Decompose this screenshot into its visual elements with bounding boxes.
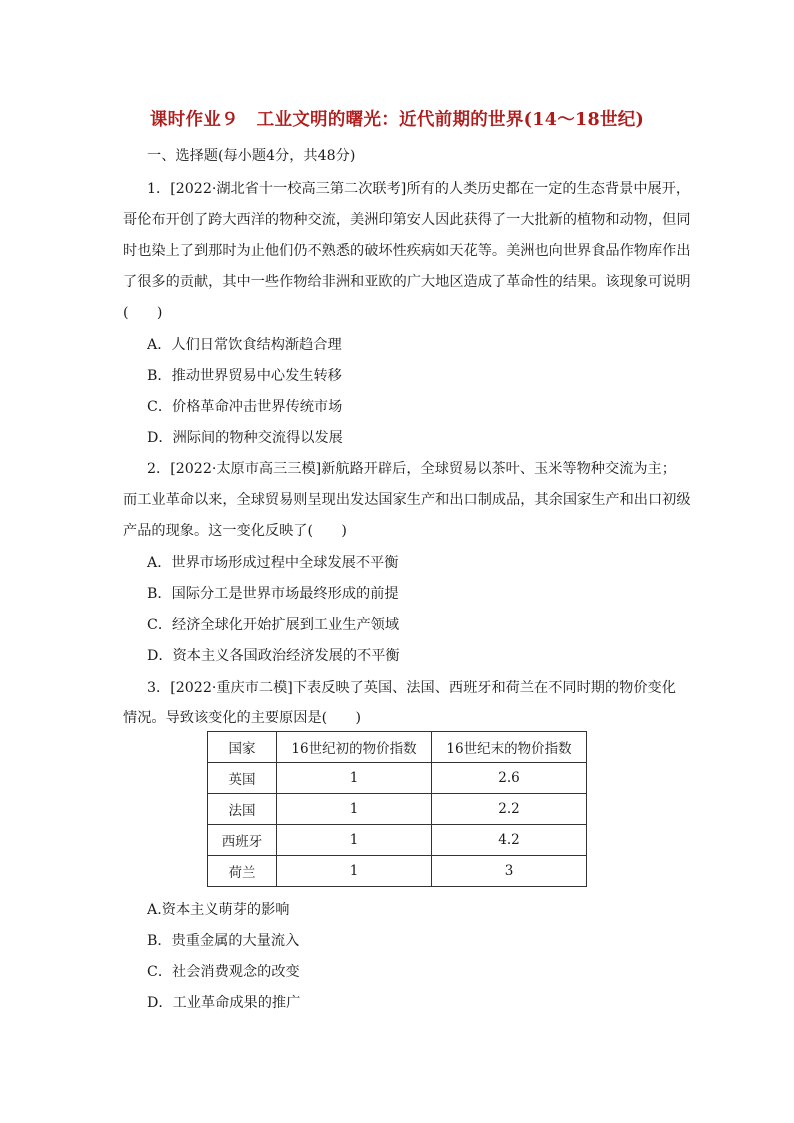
table-header-country: 国家: [208, 732, 277, 763]
table-header-early: 16世纪初的物价指数: [277, 732, 432, 763]
page-title: 课时作业９ 工业文明的曙光：近代前期的世界(14～18世纪): [149, 110, 645, 130]
question-3-option-d[interactable]: D．工业革命成果的推广: [147, 995, 301, 1011]
table-cell-late: 2.2: [432, 794, 587, 825]
question-1-line-5: ( ): [123, 305, 163, 321]
table-cell-early: 1: [277, 794, 432, 825]
table-cell-country: 荷兰: [208, 856, 277, 887]
question-1-line-1: 1．[2022·湖北省十一校高三第二次联考]所有的人类历史都在一定的生态背景中展开，: [147, 181, 691, 197]
price-index-table: [207, 731, 587, 887]
table-row: [208, 763, 587, 794]
question-2-line-2: 而工业革命以来，全球贸易则呈现出发达国家生产和出口制成品，其余国家生产和出口初级: [123, 492, 691, 508]
question-3-option-c[interactable]: C．社会消费观念的改变: [147, 964, 300, 980]
question-1-option-a[interactable]: A．人们日常饮食结构渐趋合理: [147, 337, 342, 353]
question-3-line-1: 3．[2022·重庆市二模]下表反映了英国、法国、西班牙和荷兰在不同时期的物价变化: [147, 680, 676, 696]
question-2-option-d[interactable]: D．资本主义各国政治经济发展的不平衡: [147, 648, 400, 664]
question-1-line-2: 哥伦布开创了跨大西洋的物种交流，美洲印第安人因此获得了一大批新的植物和动物，但同: [123, 212, 691, 228]
table-cell-late: 4.2: [432, 825, 587, 856]
question-3-option-b[interactable]: B．贵重金属的大量流入: [147, 933, 300, 949]
table-cell-late: 2.6: [432, 763, 587, 794]
table-cell-early: 1: [277, 856, 432, 887]
table-row: [208, 794, 587, 825]
table-row: [208, 856, 587, 887]
section-heading: 一、选择题(每小题4分，共48分): [147, 148, 356, 164]
question-3-option-a[interactable]: A.资本主义萌芽的影响: [147, 902, 290, 918]
question-1-line-3: 时也染上了到那时为止他们仍不熟悉的破坏性疾病如天花等。美洲也向世界食品作物库作出: [123, 243, 691, 259]
table-cell-country: 西班牙: [208, 825, 277, 856]
table-row: [208, 825, 587, 856]
question-1-line-4: 了很多的贡献，其中一些作物给非洲和亚欧的广大地区造成了革命性的结果。该现象可说明: [123, 274, 691, 290]
table-header-late: 16世纪末的物价指数: [432, 732, 587, 763]
question-1-option-c[interactable]: C．价格革命冲击世界传统市场: [147, 399, 343, 415]
table-header-row: [208, 732, 587, 763]
question-2-line-1: 2．[2022·太原市高三三模]新航路开辟后，全球贸易以茶叶、玉米等物种交流为主；: [147, 461, 676, 477]
table-cell-country: 英国: [208, 763, 277, 794]
question-2-option-c[interactable]: C．经济全球化开始扩展到工业生产领域: [147, 617, 400, 633]
question-2-option-b[interactable]: B．国际分工是世界市场最终形成的前提: [147, 586, 399, 602]
table-cell-late: 3: [432, 856, 587, 887]
question-2-option-a[interactable]: A．世界市场形成过程中全球发展不平衡: [147, 555, 399, 571]
table-cell-early: 1: [277, 763, 432, 794]
table-cell-early: 1: [277, 825, 432, 856]
question-1-option-b[interactable]: B．推动世界贸易中心发生转移: [147, 368, 342, 384]
question-2-line-3: 产品的现象。这一变化反映了( ): [123, 523, 347, 539]
question-3-line-2: 情况。导致该变化的主要原因是( ): [123, 710, 362, 726]
table-cell-country: 法国: [208, 794, 277, 825]
question-1-option-d[interactable]: D．洲际间的物种交流得以发展: [147, 430, 343, 446]
